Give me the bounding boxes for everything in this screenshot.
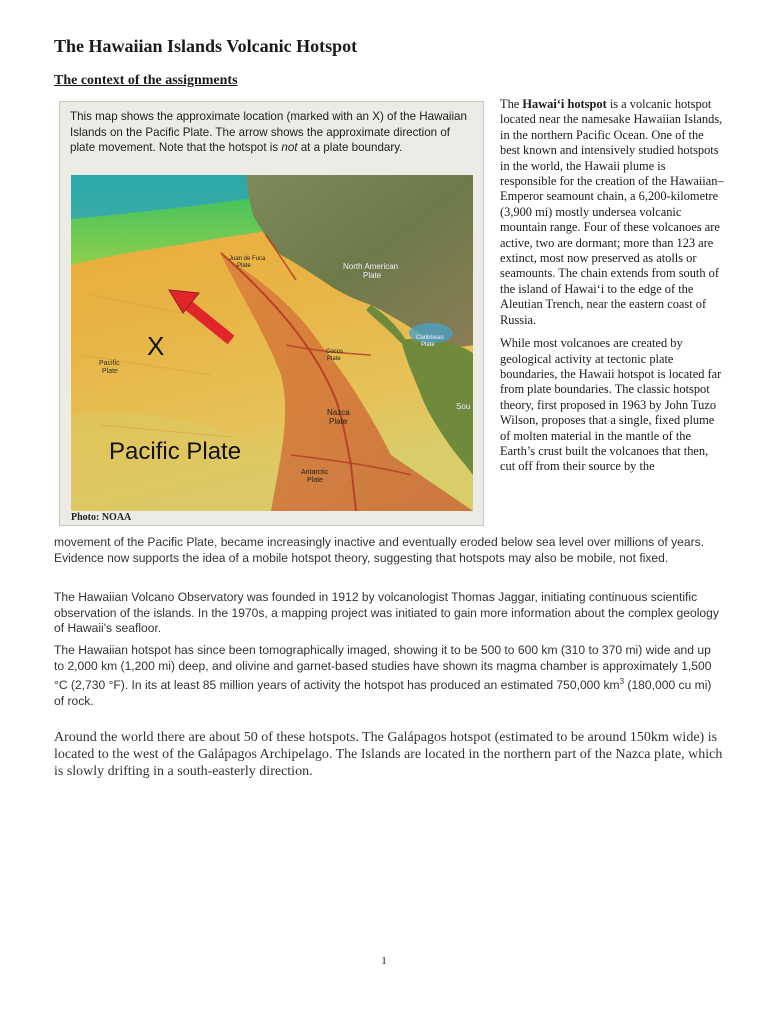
caribbean-plate-label: Caribbean xyxy=(416,335,444,341)
figure-caption: This map shows the approximate location (marked with an X) of the Hawaiian Islands on the Pacific Plate. The arrow shows the approximate direction of plate movement. Note that the hotspot is not at a plate boundary. xyxy=(70,110,467,154)
hotspot-x-mark: X xyxy=(147,331,165,361)
galapagos-paragraph: Around the world there are about 50 of these hotspots. The Galápagos hotspot (estimated to be around 150km wide) is located to the west of the Galápagos Archipelago. The Islands are located in the northern part of the Nazca plate, which is slowly drifting in a south-easterly direction. xyxy=(54,730,723,779)
page-number: 1 xyxy=(381,955,387,967)
juan-de-fuca-label: Juan de Fuca xyxy=(229,256,266,262)
svg-text:Plate: Plate xyxy=(237,263,251,269)
continuation-paragraph: movement of the Pacific Plate, became increasingly inactive and eventually eroded below sea level over millions of years. Evidence now supports the idea of a mobile hotspot theory, suggesting that hotspots may also be mobile, not fixed. xyxy=(54,535,705,565)
svg-text:Plate: Plate xyxy=(421,342,435,348)
hotspot-term: Hawaiʻi hotspot xyxy=(522,97,607,111)
plate-map-graphic xyxy=(71,175,473,511)
nazca-plate-label: Nazca xyxy=(327,408,350,417)
observatory-paragraph: The Hawaiian Volcano Observatory was founded in 1912 by volcanologist Thomas Jaggar, initiating continuous scientific observation of the islands. In the 1970s, a mapping project was initiated to gain more information about the complex geology of Hawaii's seafloor. xyxy=(54,590,719,636)
section-heading: The context of the assignments xyxy=(54,73,238,88)
svg-text:Plate: Plate xyxy=(363,271,382,280)
pacific-plate-small-label: Pacific xyxy=(99,360,120,367)
hotspot-map-figure xyxy=(59,101,484,526)
tomography-paragraph: The Hawaiian hotspot has since been tomographically imaged, showing it to be 500 to 600 km (310 to 370 mi) wide and up to 2,000 km (1,200 mi) deep, and olivine and garnet-based studies have shown its magma chamber is approximately 1,500 °C (2,730 °F). In its at least 85 million years of activity the hotspot has produced an estimated 750,000 $km^3$ (180,000 cu mi) of rock. xyxy=(54,643,712,708)
antarctic-plate-label: Antarctic xyxy=(301,469,329,476)
plate-map xyxy=(71,175,473,511)
intro-column xyxy=(500,97,725,475)
photo-credit: Photo: NOAA xyxy=(71,512,132,523)
svg-text:Plate: Plate xyxy=(307,477,323,484)
cocos-plate-label: Cocos xyxy=(326,349,344,355)
theory-paragraph: While most volcanoes are created by geological activity at tectonic plate boundaries, the Hawaii hotspot is located far from plate boundaries. The classic hotspot theory, first proposed in 1963 by John Tuzo Wilson, proposes that a single, fixed plume of molten material in the mantle of the Earth’s crust built the volcanoes that then, cut off from their source by the xyxy=(500,336,722,474)
svg-text:Plate: Plate xyxy=(329,417,348,426)
svg-text:Plate: Plate xyxy=(102,368,118,375)
svg-text:Plate: Plate xyxy=(327,356,341,362)
pacific-plate-label: Pacific Plate xyxy=(109,438,242,465)
north-american-plate-label: North American xyxy=(343,262,399,271)
intro-paragraph: The Hawaiʻi hotspot is a volcanic hotspot located near the namesake Hawaiian Islands, in the northern Pacific Ocean. One of the best known and intensively studied hotspots in the world, the Hawaii plume is responsible for the creation of the Hawaiian–Emperor seamount chain, a 6,200-kilometre (3,900 mi) mostly undersea volcanic mountain range. Four of these volcanoes are active, two are dormant; more than 123 are extinct, most now preserved as atolls or seamounts. The chain extends from south of the island of Hawaiʻi to the edge of the Aleutian Trench, near the eastern coast of Russia. xyxy=(500,97,724,327)
page-title: The Hawaiian Islands Volcanic Hotspot xyxy=(54,36,358,56)
south-american-plate-label: Sou xyxy=(456,402,471,411)
